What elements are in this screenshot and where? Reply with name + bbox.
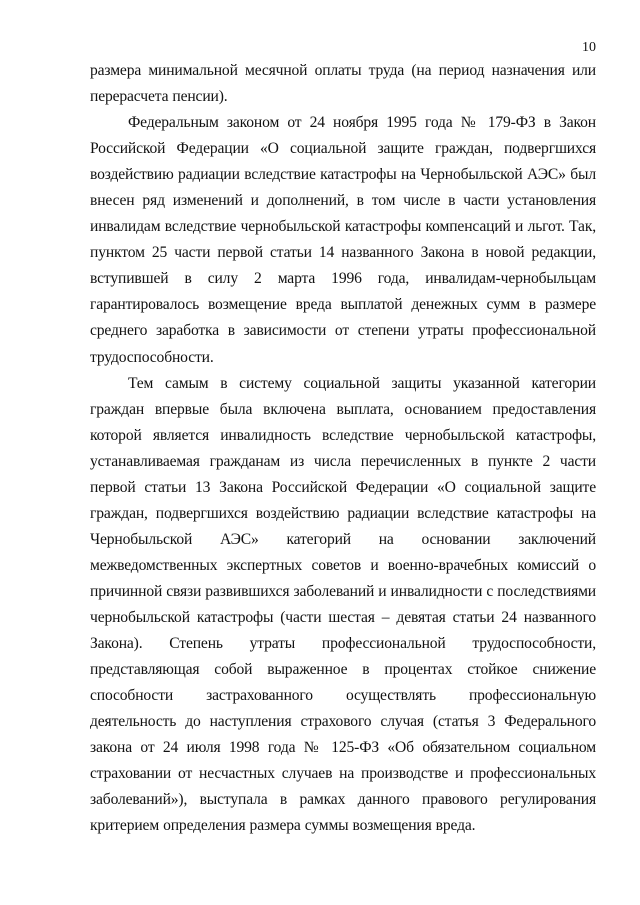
paragraph-continuation: размера минимальной месячной оплаты труда (на период назначения или перерасчета пенсии). xyxy=(90,62,596,106)
paragraph-social-protection-system: Тем самым в систему социальной защиты указанной категории граждан впервые была включена выплата, основанием предоставления которой является инвалидность вследствие чернобыльской катастрофы, устанавливаемая гражданам из числа перечисленных в пункте 2 части первой статьи 13 Закона Российской Федерации «О социальной защите граждан, подвергшихся воздействию радиации вследствие катастрофы на Чернобыльской АЭС» категорий на основании заключений межведомственных экспертных советов и военно-врачебных комиссий о причинной связи развившихся заболеваний и инвалидности с последствиями чернобыльской катастрофы (части шестая – девятая статьи 24 названного Закона). Степень утраты профессиональной трудоспособности, представляющая собой выраженное в процентах стойкое снижение способности застрахованного осуществлять профессиональную деятельность до наступления страхового случая (статья 3 Федерального закона от 24 июля 1998 года № 125-ФЗ «Об обязательном социальном страховании от несчастных случаев на производстве и профессиональных заболеваний»), выступала в рамках данного правового регулирования критерием определения размера суммы возмещения вреда. xyxy=(90,374,596,835)
page-number: 10 xyxy=(582,40,596,55)
document-body xyxy=(90,58,596,839)
paragraph-federal-law-1995: Федеральным законом от 24 ноября 1995 года № 179-ФЗ в Закон Российской Федерации «О социальной защите граждан, подвергшихся воздействию радиации вследствие катастрофы на Чернобыльской АЭС» был внесен ряд изменений и дополнений, в том числе в части установления инвалидам вследствие чернобыльской катастрофы компенсаций и льгот. Так, пунктом 25 части первой статьи 14 названного Закона в новой редакции, вступившей в силу 2 марта 1996 года, инвалидам-чернобыльцам гарантировалось возмещение вреда выплатой денежных сумм в размере среднего заработка в зависимости от степени утраты профессиональной трудоспособности. xyxy=(90,114,596,366)
